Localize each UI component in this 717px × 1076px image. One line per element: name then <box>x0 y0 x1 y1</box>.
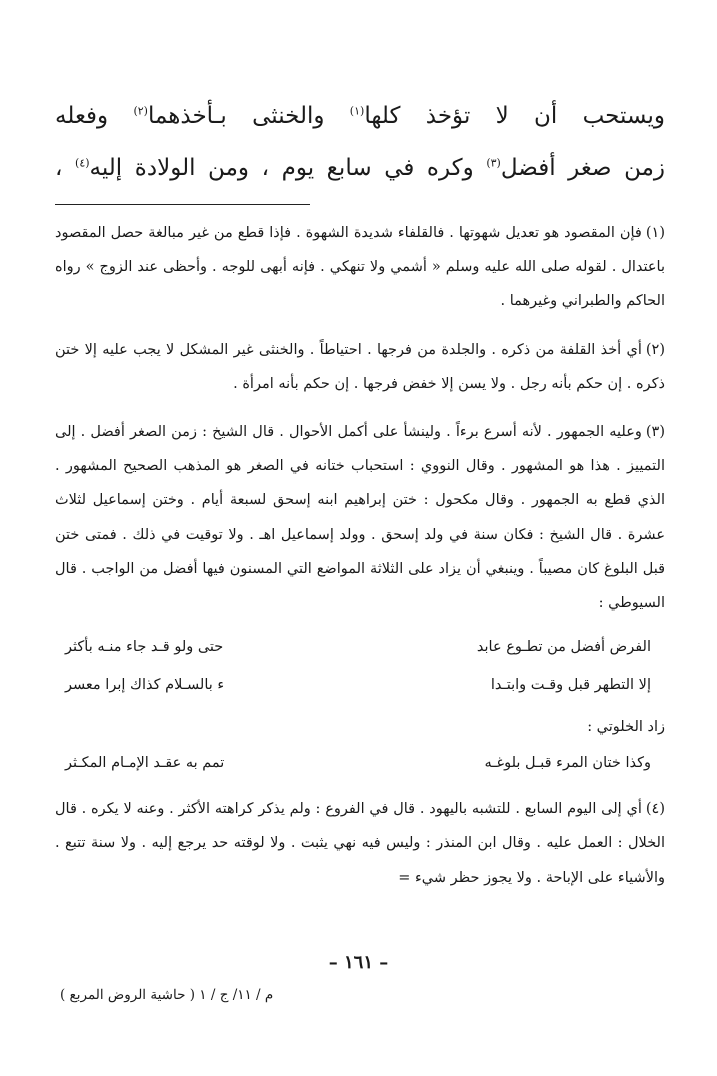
main-text-segment: والخنثى بـأخذهما <box>147 103 350 129</box>
main-text-segment: وكره في سابع يوم ، ومن الولادة إليه <box>89 155 487 181</box>
hemistich-left: تمم به عقـد الإمـام المكـثر <box>65 755 225 772</box>
zad-label: زاد الخلوتي : <box>587 719 665 736</box>
hemistich-right: إلا التطهر قبل وقـت وابتـدا <box>490 677 651 694</box>
footnote-number: (٣) <box>645 424 665 441</box>
footnote-number: (٢) <box>645 341 665 358</box>
footnote-1 <box>55 216 665 319</box>
poem-1 <box>55 628 665 704</box>
main-text-segment: ، <box>55 155 76 181</box>
hemistich-left: حتى ولو قـد جاء منـه بأكثر <box>65 639 224 656</box>
footnote-ref-4: (٤) <box>75 156 90 170</box>
main-line-1 <box>55 90 665 142</box>
main-text-segment: زمن صغر أفضل <box>500 155 665 181</box>
main-text <box>55 90 665 196</box>
hemistich-right: الفرض أفضل من تطـوع عابد <box>476 639 651 656</box>
footnote-number: (١) <box>645 225 665 241</box>
footnote-4 <box>55 792 665 895</box>
page-number: – ١٦١ – <box>328 952 389 973</box>
footnote-2 <box>55 333 665 401</box>
poem-2 <box>55 744 665 782</box>
hemistich-left: ء بالسـلام كذاك إبرا معسر <box>65 677 225 694</box>
footnotes <box>55 216 665 895</box>
main-line-2 <box>55 142 665 194</box>
footnote-number: (٤) <box>645 801 665 818</box>
footnote-ref-3: (٣) <box>486 156 501 170</box>
page-body <box>55 90 665 909</box>
footnote-ref-1: (١) <box>349 104 365 118</box>
footnote-text: أي أخذ القلفة من ذكره . والجلدة من فرجها . احتياطاً . والخنثى غير المشكل لا يجب عليه إلا ختن ذكره . إن حكم بأنه رجل . ولا يسن إلا خفض فرجها . إن حكم بأنه امرأة . <box>55 341 665 392</box>
main-text-segment: ويستحب أن لا تؤخذ كلها <box>364 103 665 129</box>
footnote-ref-2: (٢) <box>133 104 148 118</box>
footnote-text: فإن المقصود هو تعديل شهوتها . فالقلفاء شديدة الشهوة . فإذا قطع من غير مبالغة حصل المقصود باعتدال . لقوله صلى الله عليه وسلم « أشمي ولا تنهكي . فإنه أبهى للوجه . وأحظى عند الزوج » رواه الحاكم والطبراني وغيرهما . <box>55 225 665 310</box>
verse-2 <box>55 666 665 704</box>
verse-1 <box>55 628 665 666</box>
footnote-text: أي إلى اليوم السابع . للتشبه باليهود . قال في الفروع : ولم يذكر كراهته الأكثر . وعنه لا يكره . قال الخلال : العمل عليه . وقال ابن المنذر : وليس فيه نهي يثبت . ولا لوقته حد يرجع إليه . ولا سنة تتبع . والأشياء على الإباحة . ولا يجوز حظر شيء = <box>55 801 665 886</box>
footnote-3 <box>55 415 665 620</box>
footnote-text: وعليه الجمهور . لأنه أسرع برءاً . ولينشأ على أكمل الأحوال . قال الشيخ : زمن الصغر أفضل . إلى التمييز . هذا هو المشهور . وقال النووي : استحباب ختانه في الصغر هو المذهب الصحيح المشهور . الذي قطع به الجمهور . وقال مكحول : ختن إبراهيم ابنه إسحق لسبعة أيام . وختن إسماعيل لثلاث عشرة . قال الشيخ : فكان سنة في ولد إسحق . وولد إسماعيل اهـ . ولا توقيت في ذلك . فمتى ختن قبل البلوغ كان مصيباً . وينبغي أن يزاد على الثلاثة المواضع التي المسنون فيها أفضل من الواجب . قال السيوطي : <box>55 424 665 612</box>
hemistich-right: وكذا ختان المرء قبـل بلوغـه <box>484 755 651 772</box>
printer-signature: م / ١١/ ج / ١ ( حاشية الروض المربع ) <box>60 987 274 1003</box>
footnote-separator <box>55 196 665 216</box>
main-text-segment: وفعله <box>55 103 134 129</box>
verse-3 <box>55 744 665 782</box>
